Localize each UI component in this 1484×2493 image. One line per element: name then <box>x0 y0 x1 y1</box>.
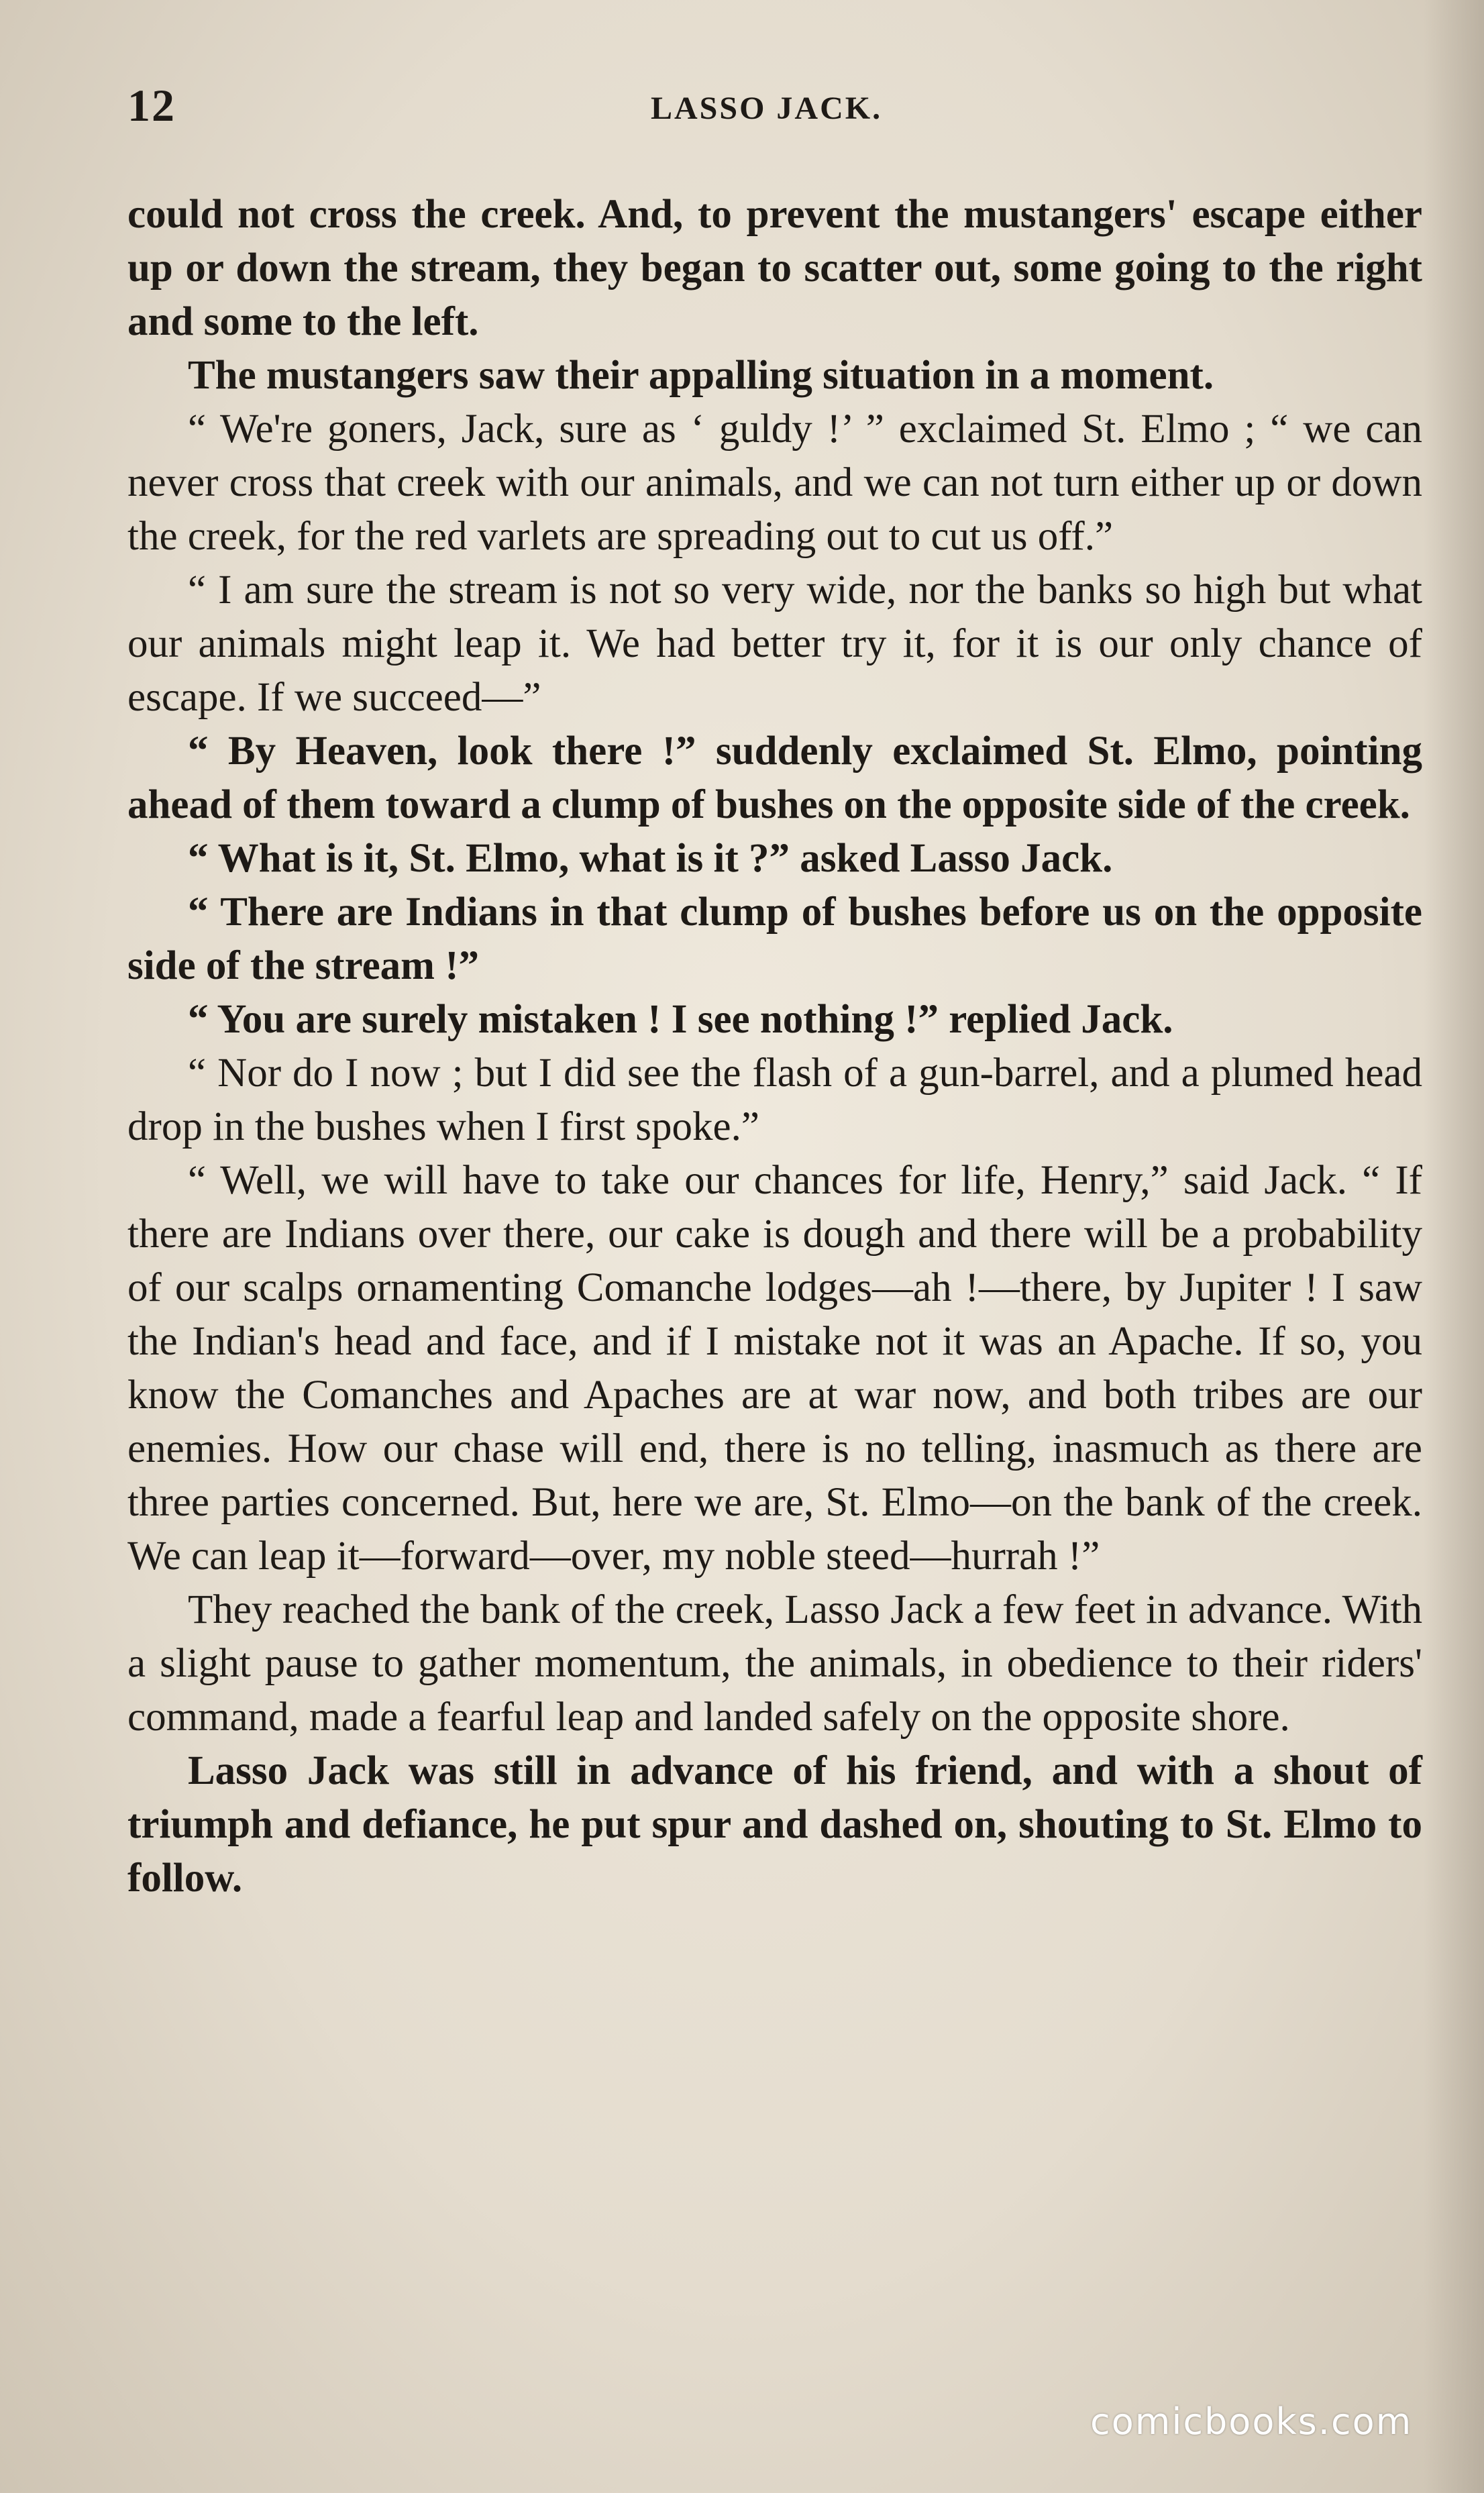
paragraph-6: “ What is it, St. Elmo, what is it ?” asked Lasso Jack. <box>188 836 1113 881</box>
body-text <box>127 188 1422 1905</box>
paragraph-12: Lasso Jack was still in advance of his friend, and with a shout of triumph and defiance, he put spur and dashed on, shouting to St. Elmo to follow. <box>127 1748 1422 1901</box>
paragraph-7: “ There are Indians in that clump of bushes before us on the opposite side of the stream !” <box>127 890 1422 988</box>
paragraph-1: could not cross the creek. And, to prevent the mustangers' escape either up or down the stream, they began to scatter out, some going to the right and some to the left. <box>127 192 1422 344</box>
paragraph-9: “ Nor do I now ; but I did see the flash of a gun-barrel, and a plumed head drop in the bushes when I first spoke.” <box>127 1051 1422 1149</box>
paragraph-10: “ Well, we will have to take our chances for life, Henry,” said Jack. “ If there are Indians over there, our cake is dough and there will be a probability of our scalps ornamenting Comanche lodges—ah !—there, by Jupiter ! I saw the Indian's head and face, and if I mistake not it was an Apache. If so, you know the Comanches and Apaches are at war now, and both tribes are our enemies. How our chase will end, there is no telling, inasmuch as there are three parties concerned. But, here we are, St. Elmo—on the bank of the creek. We can leap it—forward—over, my noble steed—hurrah !” <box>127 1158 1422 1579</box>
paragraph-5: “ By Heaven, look there !” suddenly exclaimed St. Elmo, pointing ahead of them toward a clump of bushes on the opposite side of the creek. <box>127 729 1422 827</box>
page-edge-shadow <box>1424 0 1484 2493</box>
paragraph-2: The mustangers saw their appalling situation in a moment. <box>188 353 1214 398</box>
paragraph-4: “ I am sure the stream is not so very wide, nor the banks so high but what our animals might leap it. We had better try it, for it is our only chance of escape. If we succeed—” <box>127 568 1422 720</box>
paragraph-11: They reached the bank of the creek, Lasso Jack a few feet in advance. With a slight pause to gather momentum, the animals, in obedience to their riders' command, made a fearful leap and landed safely on the opposite shore. <box>127 1587 1422 1740</box>
page-header <box>127 79 1422 140</box>
paragraph-8: “ You are surely mistaken ! I see nothing !” replied Jack. <box>188 997 1173 1042</box>
running-head: LASSO JACK. <box>651 91 883 126</box>
page-number: 12 <box>127 80 176 131</box>
watermark: comicbooks.com <box>1090 2400 1413 2443</box>
paragraph-3: “ We're goners, Jack, sure as ‘ guldy !’ ” exclaimed St. Elmo ; “ we can never cross that creek with our animals, and we can not turn either up or down the creek, for the red varlets are spreading out to cut us off.” <box>127 407 1422 559</box>
